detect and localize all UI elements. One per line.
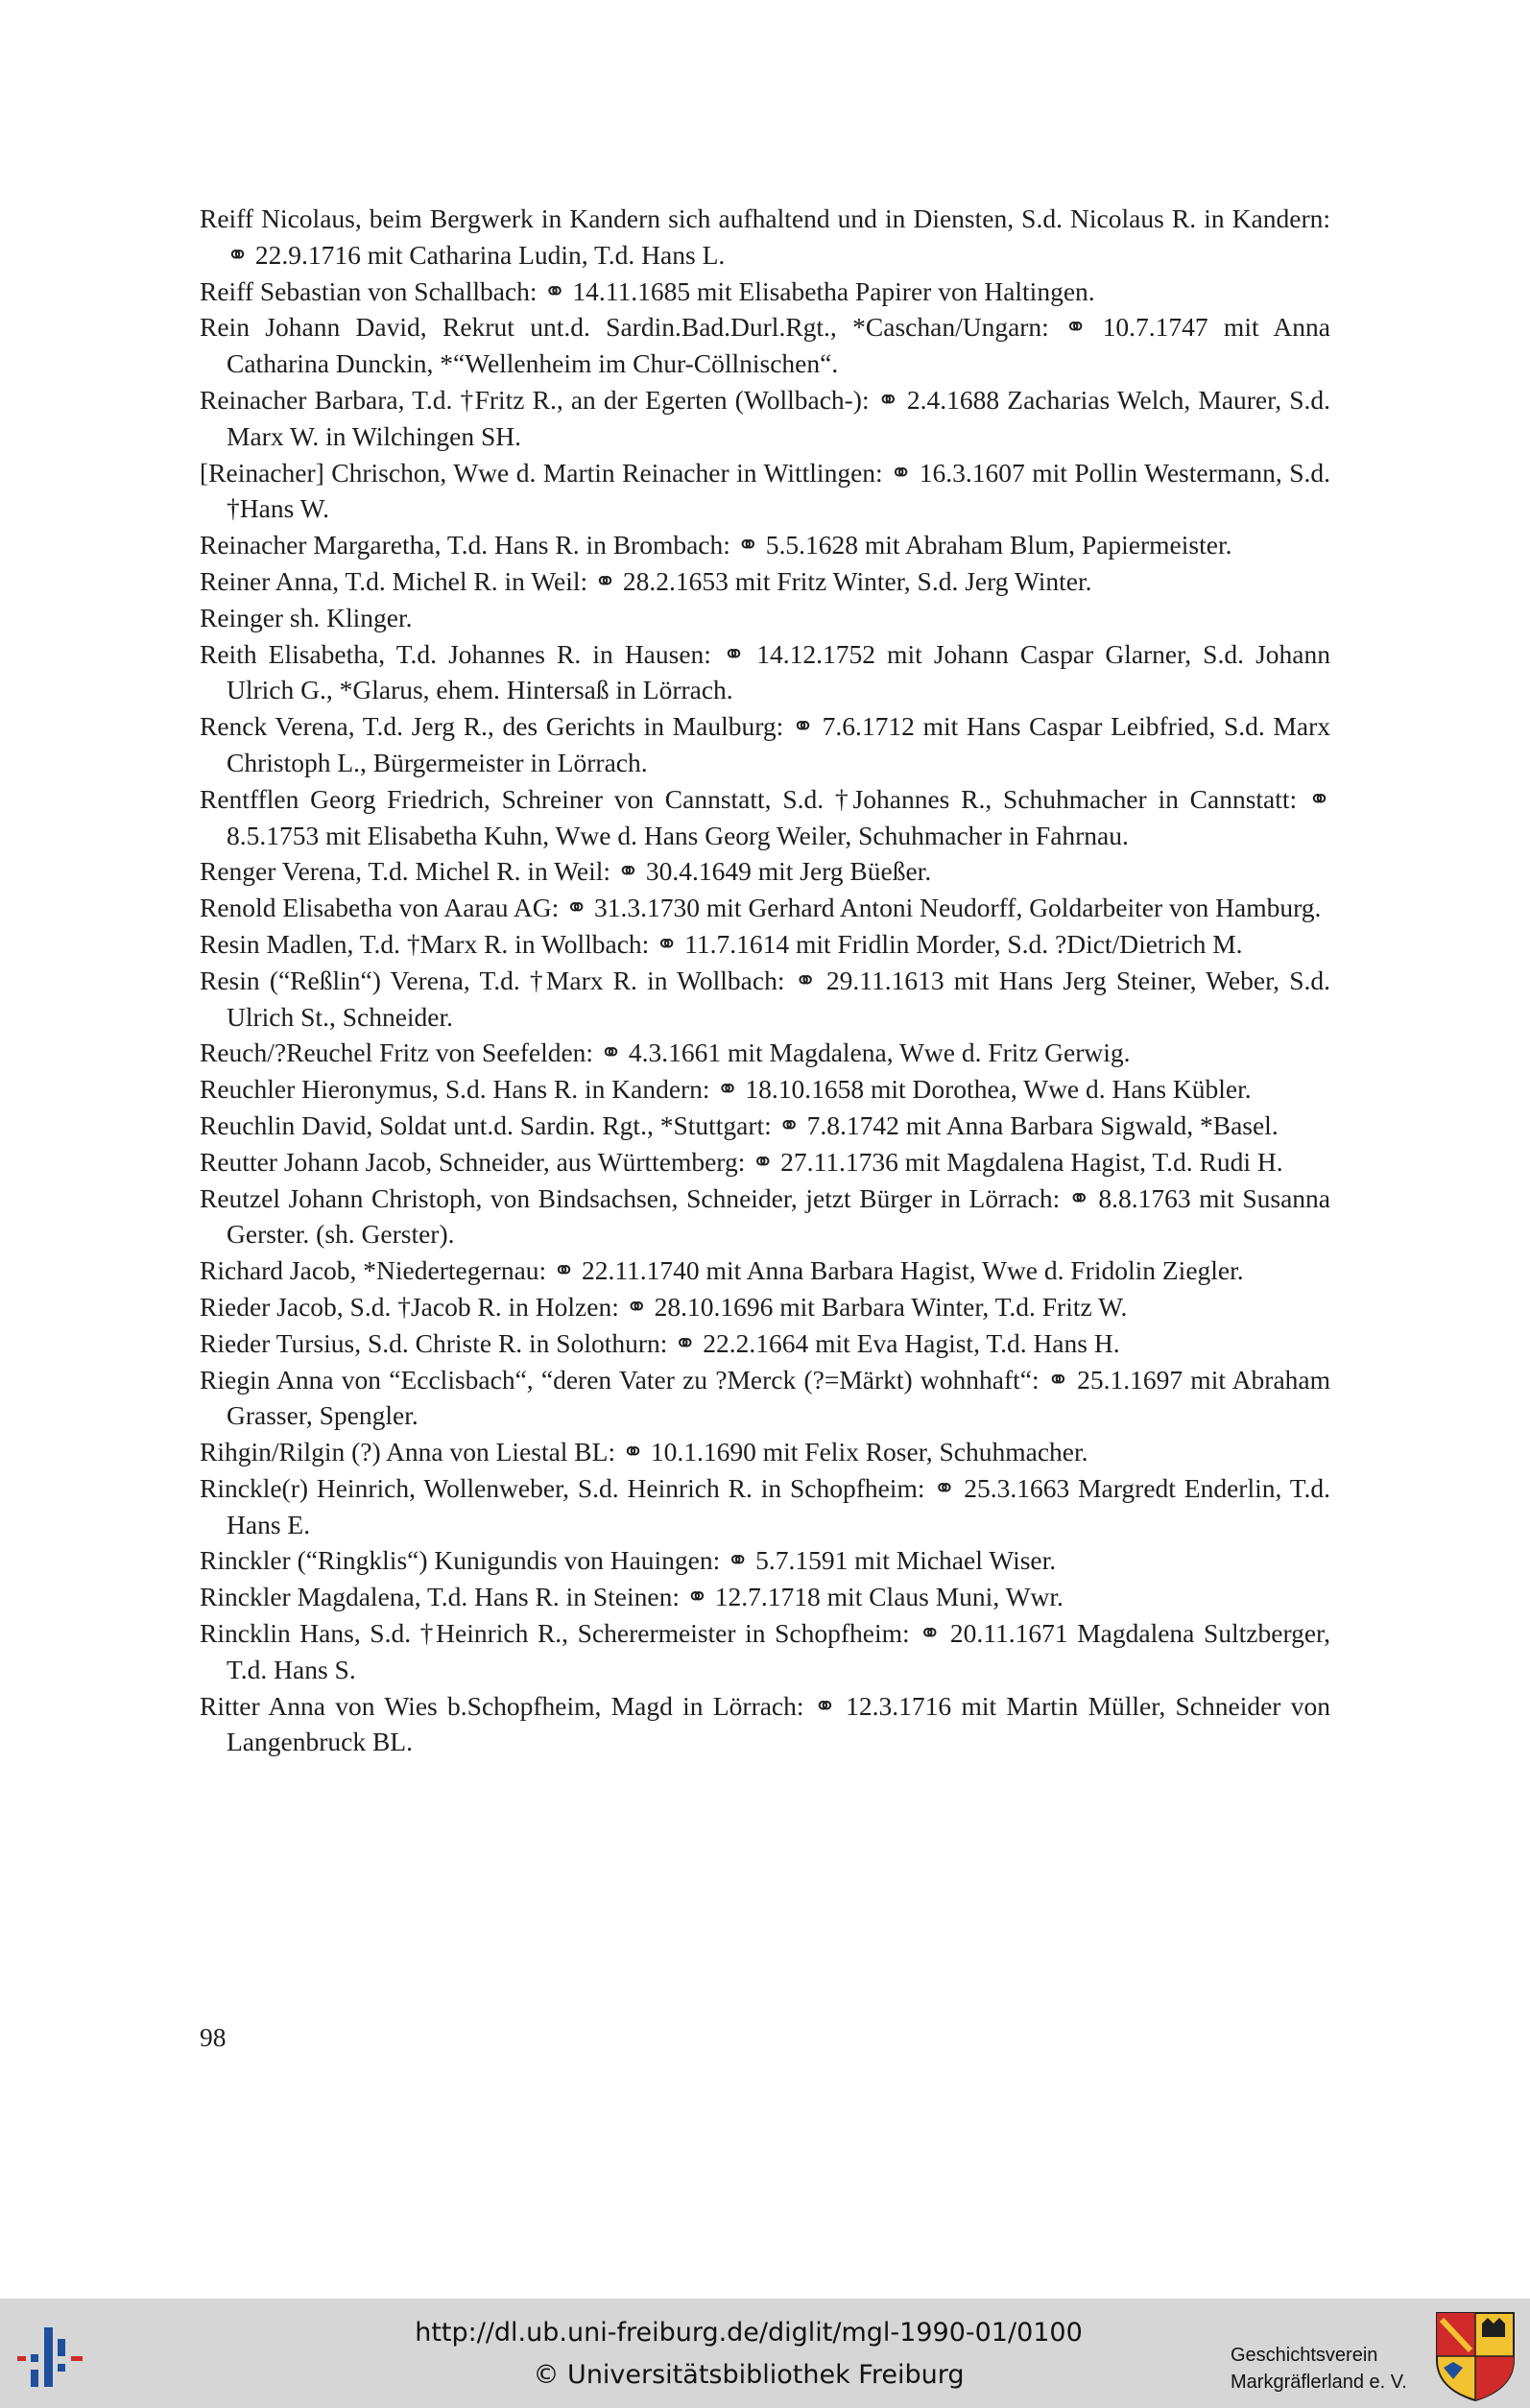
register-entry: Rincklin Hans, S.d. †Heinrich R., Scherermeister in Schopfheim: ⚭ 20.11.1671 Magdalena Sultzberger, T.d. Hans S. bbox=[200, 1618, 1330, 1684]
register-entries bbox=[200, 201, 1330, 1760]
register-entry: Reuchlin David, Soldat unt.d. Sardin. Rgt., *Stuttgart: ⚭ 7.8.1742 mit Anna Barbara Sigwald, *Basel. bbox=[200, 1109, 1279, 1140]
register-entry: Rinckler (“Ringklis“) Kunigundis von Hauingen: ⚭ 5.7.1591 mit Michael Wiser. bbox=[200, 1545, 1057, 1576]
register-entry: Reuch/?Reuchel Fritz von Seefelden: ⚭ 4.3.1661 mit Magdalena, Wwe d. Fritz Gerwig. bbox=[200, 1037, 1131, 1068]
register-entry: Reiff Sebastian von Schallbach: ⚭ 14.11.1685 mit Elisabetha Papirer von Haltingen. bbox=[200, 275, 1095, 306]
register-entry: Reiner Anna, T.d. Michel R. in Weil: ⚭ 28.2.1653 mit Fritz Winter, S.d. Jerg Winter. bbox=[200, 565, 1092, 596]
register-entry: Resin (“Reßlin“) Verena, T.d. †Marx R. in Wollbach: ⚭ 29.11.1613 mit Hans Jerg Steiner, Weber, S.d. Ulrich St., Schneider. bbox=[200, 965, 1330, 1032]
register-entry: Riegin Anna von “Ecclisbach“, “deren Vater zu ?Merck (?=Märkt) wohnhaft“: ⚭ 25.1.1697 mit Abraham Grasser, Spengler. bbox=[200, 1364, 1330, 1431]
register-entry: Rieder Tursius, S.d. Christe R. in Solothurn: ⚭ 22.2.1664 mit Eva Hagist, T.d. Hans H. bbox=[200, 1327, 1120, 1358]
coat-of-arms-icon bbox=[1434, 2310, 1517, 2402]
register-entry: Rinckler Magdalena, T.d. Hans R. in Steinen: ⚭ 12.7.1718 mit Claus Muni, Wwr. bbox=[200, 1582, 1064, 1612]
register-entry: Rinckle(r) Heinrich, Wollenweber, S.d. Heinrich R. in Schopfheim: ⚭ 25.3.1663 Margredt Enderlin, T.d. Hans E. bbox=[200, 1472, 1330, 1539]
register-entry: [Reinacher] Chrischon, Wwe d. Martin Reinacher in Wittlingen: ⚭ 16.3.1607 mit Pollin Westermann, S.d. †Hans W. bbox=[200, 457, 1330, 524]
register-entry: Richard Jacob, *Niedertegernau: ⚭ 22.11.1740 mit Anna Barbara Hagist, Wwe d. Fridolin Ziegler. bbox=[200, 1255, 1244, 1286]
viewer-footer bbox=[0, 2299, 1530, 2408]
register-entry: Ritter Anna von Wies b.Schopfheim, Magd in Lörrach: ⚭ 12.3.1716 mit Martin Müller, Schneider von Langenbruck BL. bbox=[200, 1690, 1330, 1757]
register-entry: Reinacher Barbara, T.d. †Fritz R., an der Egerten (Wollbach-): ⚭ 2.4.1688 Zacharias Welch, Maurer, S.d. Marx W. in Wilchingen SH. bbox=[200, 384, 1330, 451]
register-entry: Rieder Jacob, S.d. †Jacob R. in Holzen: ⚭ 28.10.1696 mit Barbara Winter, T.d. Fritz W. bbox=[200, 1291, 1128, 1322]
society-name bbox=[1231, 2342, 1407, 2396]
register-entry: Reinger sh. Klinger. bbox=[200, 602, 413, 632]
register-entry: Renck Verena, T.d. Jerg R., des Gerichts in Maulburg: ⚭ 7.6.1712 mit Hans Caspar Leibfried, S.d. Marx Christoph L., Bürgermeister in Lörrach. bbox=[200, 711, 1330, 777]
register-entry: Rein Johann David, Rekrut unt.d. Sardin.Bad.Durl.Rgt., *Caschan/Ungarn: ⚭ 10.7.1747 mit Anna Catharina Dunckin, *“Wellenheim im Chur-Cöllnischen“. bbox=[200, 312, 1330, 379]
register-entry: Reiff Nicolaus, beim Bergwerk in Kandern sich aufhaltend und in Diensten, S.d. Nicolaus R. in Kandern: ⚭ 22.9.1716 mit Catharina Ludin, T.d. Hans L. bbox=[200, 203, 1330, 270]
register-entry: Reuchler Hieronymus, S.d. Hans R. in Kandern: ⚭ 18.10.1658 mit Dorothea, Wwe d. Hans Kübler. bbox=[200, 1074, 1252, 1105]
register-entry: Reutter Johann Jacob, Schneider, aus Württemberg: ⚭ 27.11.1736 mit Magdalena Hagist, T.d. Rudi H. bbox=[200, 1146, 1283, 1177]
register-entry: Resin Madlen, T.d. †Marx R. in Wollbach: ⚭ 11.7.1614 mit Fridlin Morder, S.d. ?Dict/Dietrich M. bbox=[200, 928, 1243, 959]
register-entry: Rentfflen Georg Friedrich, Schreiner von Cannstatt, S.d. †Johannes R., Schuhmacher in Cannstatt: ⚭ 8.5.1753 mit Elisabetha Kuhn, Wwe d. Hans Georg Weiler, Schuhmacher in Fahrnau. bbox=[200, 783, 1330, 850]
register-entry: Reith Elisabetha, T.d. Johannes R. in Hausen: ⚭ 14.12.1752 mit Johann Caspar Glarner, S.d. Johann Ulrich G., *Glarus, ehem. Hintersaß in Lörrach. bbox=[200, 638, 1330, 705]
university-library-logo-icon bbox=[17, 2324, 98, 2391]
permalink-link[interactable]: http://dl.ub.uni-freiburg.de/diglit/mgl-1990-01/0100 bbox=[415, 2318, 1083, 2348]
society-name-line-2: Markgräflerland e. V. bbox=[1231, 2372, 1407, 2393]
register-entry: Reutzel Johann Christoph, von Bindsachsen, Schneider, jetzt Bürger in Lörrach: ⚭ 8.8.1763 mit Susanna Gerster. (sh. Gerster). bbox=[200, 1182, 1330, 1250]
register-entry: Renger Verena, T.d. Michel R. in Weil: ⚭ 30.4.1649 mit Jerg Büeßer. bbox=[200, 856, 932, 887]
page-number: 98 bbox=[200, 2022, 227, 2052]
society-name-line-1: Geschichtsverein bbox=[1231, 2345, 1378, 2366]
register-entry: Rihgin/Rilgin (?) Anna von Liestal BL: ⚭ 10.1.1690 mit Felix Roser, Schuhmacher. bbox=[200, 1437, 1088, 1467]
copyright-text: © Universitätsbibliothek Freiburg bbox=[533, 2360, 965, 2390]
register-entry: Reinacher Margaretha, T.d. Hans R. in Brombach: ⚭ 5.5.1628 mit Abraham Blum, Papiermeister. bbox=[200, 530, 1232, 560]
register-entry: Renold Elisabetha von Aarau AG: ⚭ 31.3.1730 mit Gerhard Antoni Neudorff, Goldarbeiter von Hamburg. bbox=[200, 893, 1322, 923]
